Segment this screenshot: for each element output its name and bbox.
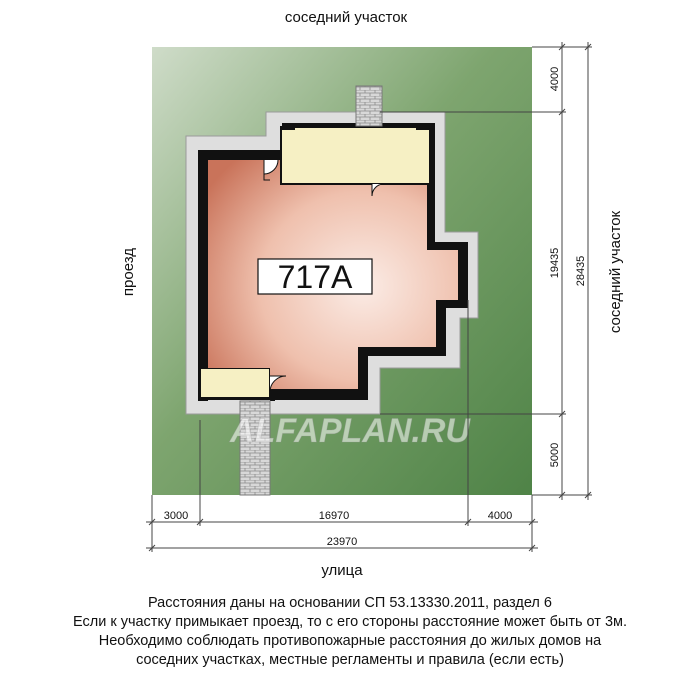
neighbor-top-label: соседний участок bbox=[284, 9, 408, 26]
entrance-vestibule bbox=[201, 369, 269, 397]
brick-path-top bbox=[356, 86, 382, 126]
terrace-top bbox=[281, 127, 430, 184]
dim-total-width: 23970 bbox=[326, 536, 358, 548]
terrace-post bbox=[281, 127, 295, 130]
notes-block bbox=[0, 594, 700, 670]
note-line: Необходимо соблюдать противопожарные расстояния до жилых домов на bbox=[98, 633, 602, 649]
dim-right-setback: 4000 bbox=[487, 510, 513, 522]
dim-left-setback: 3000 bbox=[163, 510, 189, 522]
terrace-post bbox=[416, 127, 430, 130]
note-line: Если к участку примыкает проезд, то с его стороны расстояние может быть от 3м. bbox=[72, 614, 628, 630]
note-line: соседних участках, местные регламенты и правила (если есть) bbox=[136, 652, 564, 668]
neighbor-right-label: соседний участок bbox=[607, 210, 624, 334]
bottom-side-label: улица bbox=[321, 562, 363, 579]
dim-top-setback: 4000 bbox=[549, 66, 561, 92]
dim-bottom-setback: 5000 bbox=[549, 442, 561, 468]
left-side-label: проезд bbox=[120, 247, 137, 297]
watermark: ALFAPLAN.RU bbox=[230, 412, 470, 450]
dim-total-depth: 28435 bbox=[575, 255, 587, 287]
dim-house-depth: 19435 bbox=[549, 247, 561, 279]
entrance-post bbox=[270, 389, 275, 401]
house-code: 717A bbox=[277, 259, 353, 295]
note-line: Расстояния даны на основании СП 53.13330.2011, раздел 6 bbox=[147, 595, 552, 611]
dim-house-width: 16970 bbox=[318, 510, 350, 522]
entrance-post bbox=[198, 397, 208, 401]
